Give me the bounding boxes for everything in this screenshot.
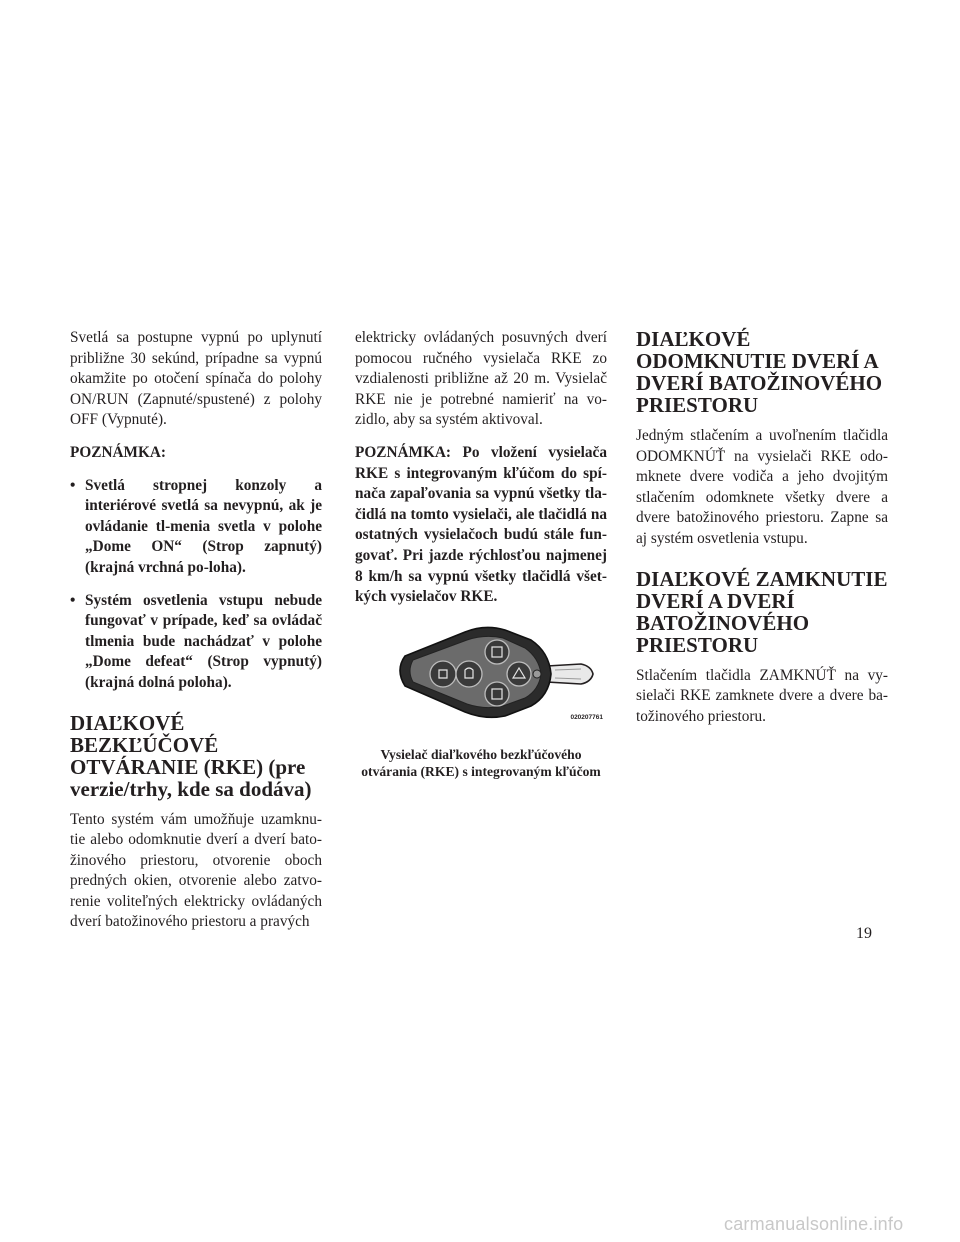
- intro-paragraph: Svetlá sa postupne vypnú po uplynutí približne 30 sekúnd, prípadne sa vypnú okamžite po otočení spínača do polohy ON/RUN (Zapnuté/spustené) z polohy OFF (Vypnuté).: [70, 329, 322, 429]
- note-label: POZNÁMKA:: [70, 443, 167, 461]
- figure-caption: Vysielač diaľkového bezkľúčového otvárania (RKE) s integrovaným kľúčom: [361, 746, 601, 779]
- column-right: [636, 328, 888, 739]
- page-number: 19: [856, 925, 872, 942]
- note-bullet-list: [70, 476, 322, 694]
- key-fob-illustration: [355, 626, 607, 726]
- section-heading-rke: DIAĽKOVÉ BEZKĽÚČOVÉ OTVÁRANIE (RKE) (pre verzie/trhy, kde sa dodáva): [70, 710, 312, 801]
- rke-note-paragraph: POZNÁMKA: Po vložení vysielača RKE s integrovaným kľúčom do spí-nača zapaľovania sa vypnú všetky tla-čidlá na tomto vysielači, ale tlačidlá na ostatných vysielačoch budú stále fun-govať. Pri jazde rýchlosťou najmenej 8 km/h sa vypnú všetky tlačidlá všet-kých vysielačov RKE.: [355, 443, 607, 606]
- list-item: [70, 476, 322, 579]
- list-item: [70, 591, 322, 694]
- watermark: carmanualsonline.info: [724, 1214, 904, 1234]
- bullet-icon: •: [70, 591, 76, 609]
- column-left: [70, 328, 322, 945]
- bullet-icon: •: [70, 476, 76, 494]
- key-fob-figure: [355, 626, 607, 780]
- column-middle: [355, 328, 607, 780]
- rke-body-paragraph: Tento systém vám umožňuje uzamknu-tie alebo odomknutie dverí a dverí bato-žinového priestoru, otvorenie oboch predných okien, otvorenie alebo zatvo-renie voliteľných elektricky ovládaných dverí batožinového priestoru a pravých: [70, 810, 322, 931]
- remote-unlock-paragraph: Jedným stlačením a uvoľnením tlačidla ODOMKNÚŤ na vysielači RKE odo-mknete dvere vodiča a jeho dvojitým stlačením odomknete všetky dvere a dvere batožinového priestoru. Zapne sa aj systém osvetlenia vstupu.: [636, 427, 888, 547]
- section-heading-remote-unlock: DIAĽKOVÉ ODOMKNUTIE DVERÍ A DVERÍ BATOŽINOVÉHO PRIESTORU: [636, 327, 883, 417]
- remote-lock-paragraph: Stlačením tlačidla ZAMKNÚŤ na vy-sielači RKE zamknete dvere a dvere ba-tožinového priestoru.: [636, 666, 888, 725]
- section-heading-remote-lock: DIAĽKOVÉ ZAMKNUTIE DVERÍ A DVERÍ BATOŽINOVÉHO PRIESTORU: [636, 566, 888, 657]
- bullet-text: Svetlá stropnej konzoly a interiérové svetlá sa nevypnú, ak je ovládanie tl-menia svetla v polohe „Dome ON“ (Strop zapnutý) (krajná vrchná po-loha).: [85, 476, 322, 576]
- figure-code: 020207761: [570, 713, 603, 721]
- rke-body-continued: elektricky ovládaných posuvných dverí pomocou ručného vysielača RKE zo vzdialenosti približne až 20 m. Vysielač RKE nie je potrebné namieriť na vo-zidlo, aby sa systém aktivoval.: [355, 329, 607, 429]
- bullet-text: Systém osvetlenia vstupu nebude fungovať v prípade, keď sa ovládač tlmenia bude nachádzať v polohe „Dome defeat“ (Strop vypnutý) (krajná dolná poloha).: [85, 591, 322, 691]
